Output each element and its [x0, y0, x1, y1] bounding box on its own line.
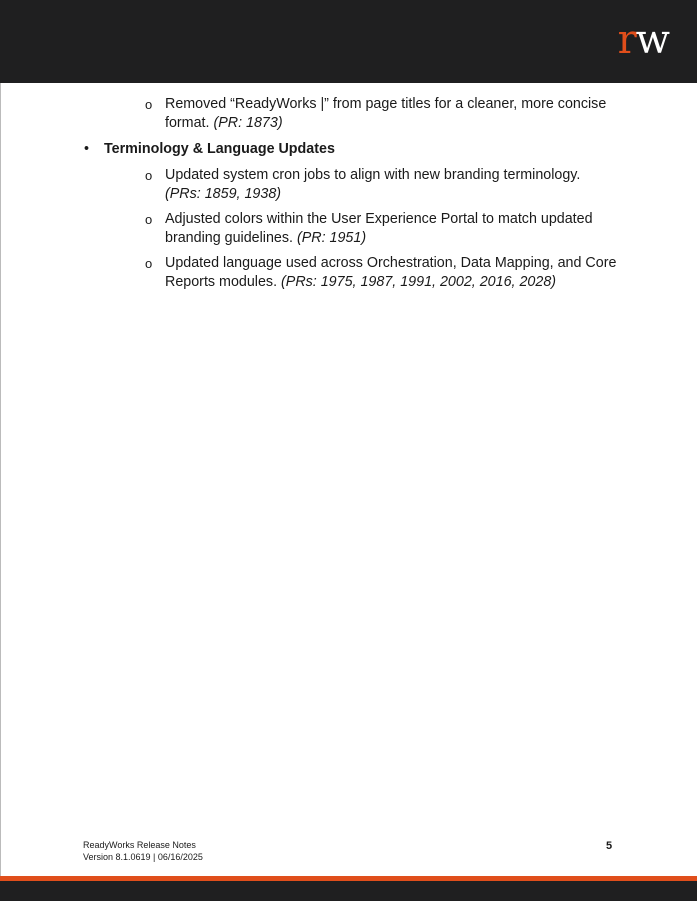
release-notes-list [0, 95, 697, 292]
pr-reference: (PR: 1873) [213, 115, 283, 131]
circle-bullet-icon: o [145, 212, 153, 227]
item-text: Updated language used across Orchestration, Data Mapping, and Core Reports modules. [165, 255, 617, 290]
logo-letter-r: r [617, 17, 636, 63]
heading-text: Terminology & Language Updates [104, 141, 335, 157]
list-item [0, 95, 620, 133]
circle-bullet-icon: o [145, 168, 153, 183]
footer-version: Version 8.1.0619 | 06/16/2025 [83, 852, 203, 862]
pr-reference: (PRs: 1859, 1938) [165, 186, 282, 202]
circle-bullet-icon: o [145, 256, 153, 271]
item-text: Adjusted colors within the User Experience Portal to match updated branding guidelines. [165, 211, 593, 246]
readyworks-logo [618, 14, 669, 66]
pr-reference: (PRs: 1975, 1987, 1991, 2002, 2016, 2028) [281, 274, 557, 290]
list-item [0, 210, 620, 248]
footer-info [83, 839, 203, 863]
footer-title: ReadyWorks Release Notes [83, 840, 196, 850]
page-number: 5 [606, 840, 613, 852]
list-item [0, 166, 620, 204]
list-item [0, 254, 620, 292]
logo-letter-w: w [635, 17, 669, 63]
pr-reference: (PR: 1951) [296, 230, 367, 246]
item-text: Removed “ReadyWorks |” from page titles for a cleaner, more concise format. [165, 96, 607, 131]
section-heading [0, 140, 697, 159]
item-text: Updated system cron jobs to align with new branding terminology. [165, 167, 581, 183]
bullet-icon: • [84, 141, 90, 157]
circle-bullet-icon: o [145, 97, 153, 112]
page-header [0, 0, 697, 83]
footer-bar [0, 881, 697, 901]
